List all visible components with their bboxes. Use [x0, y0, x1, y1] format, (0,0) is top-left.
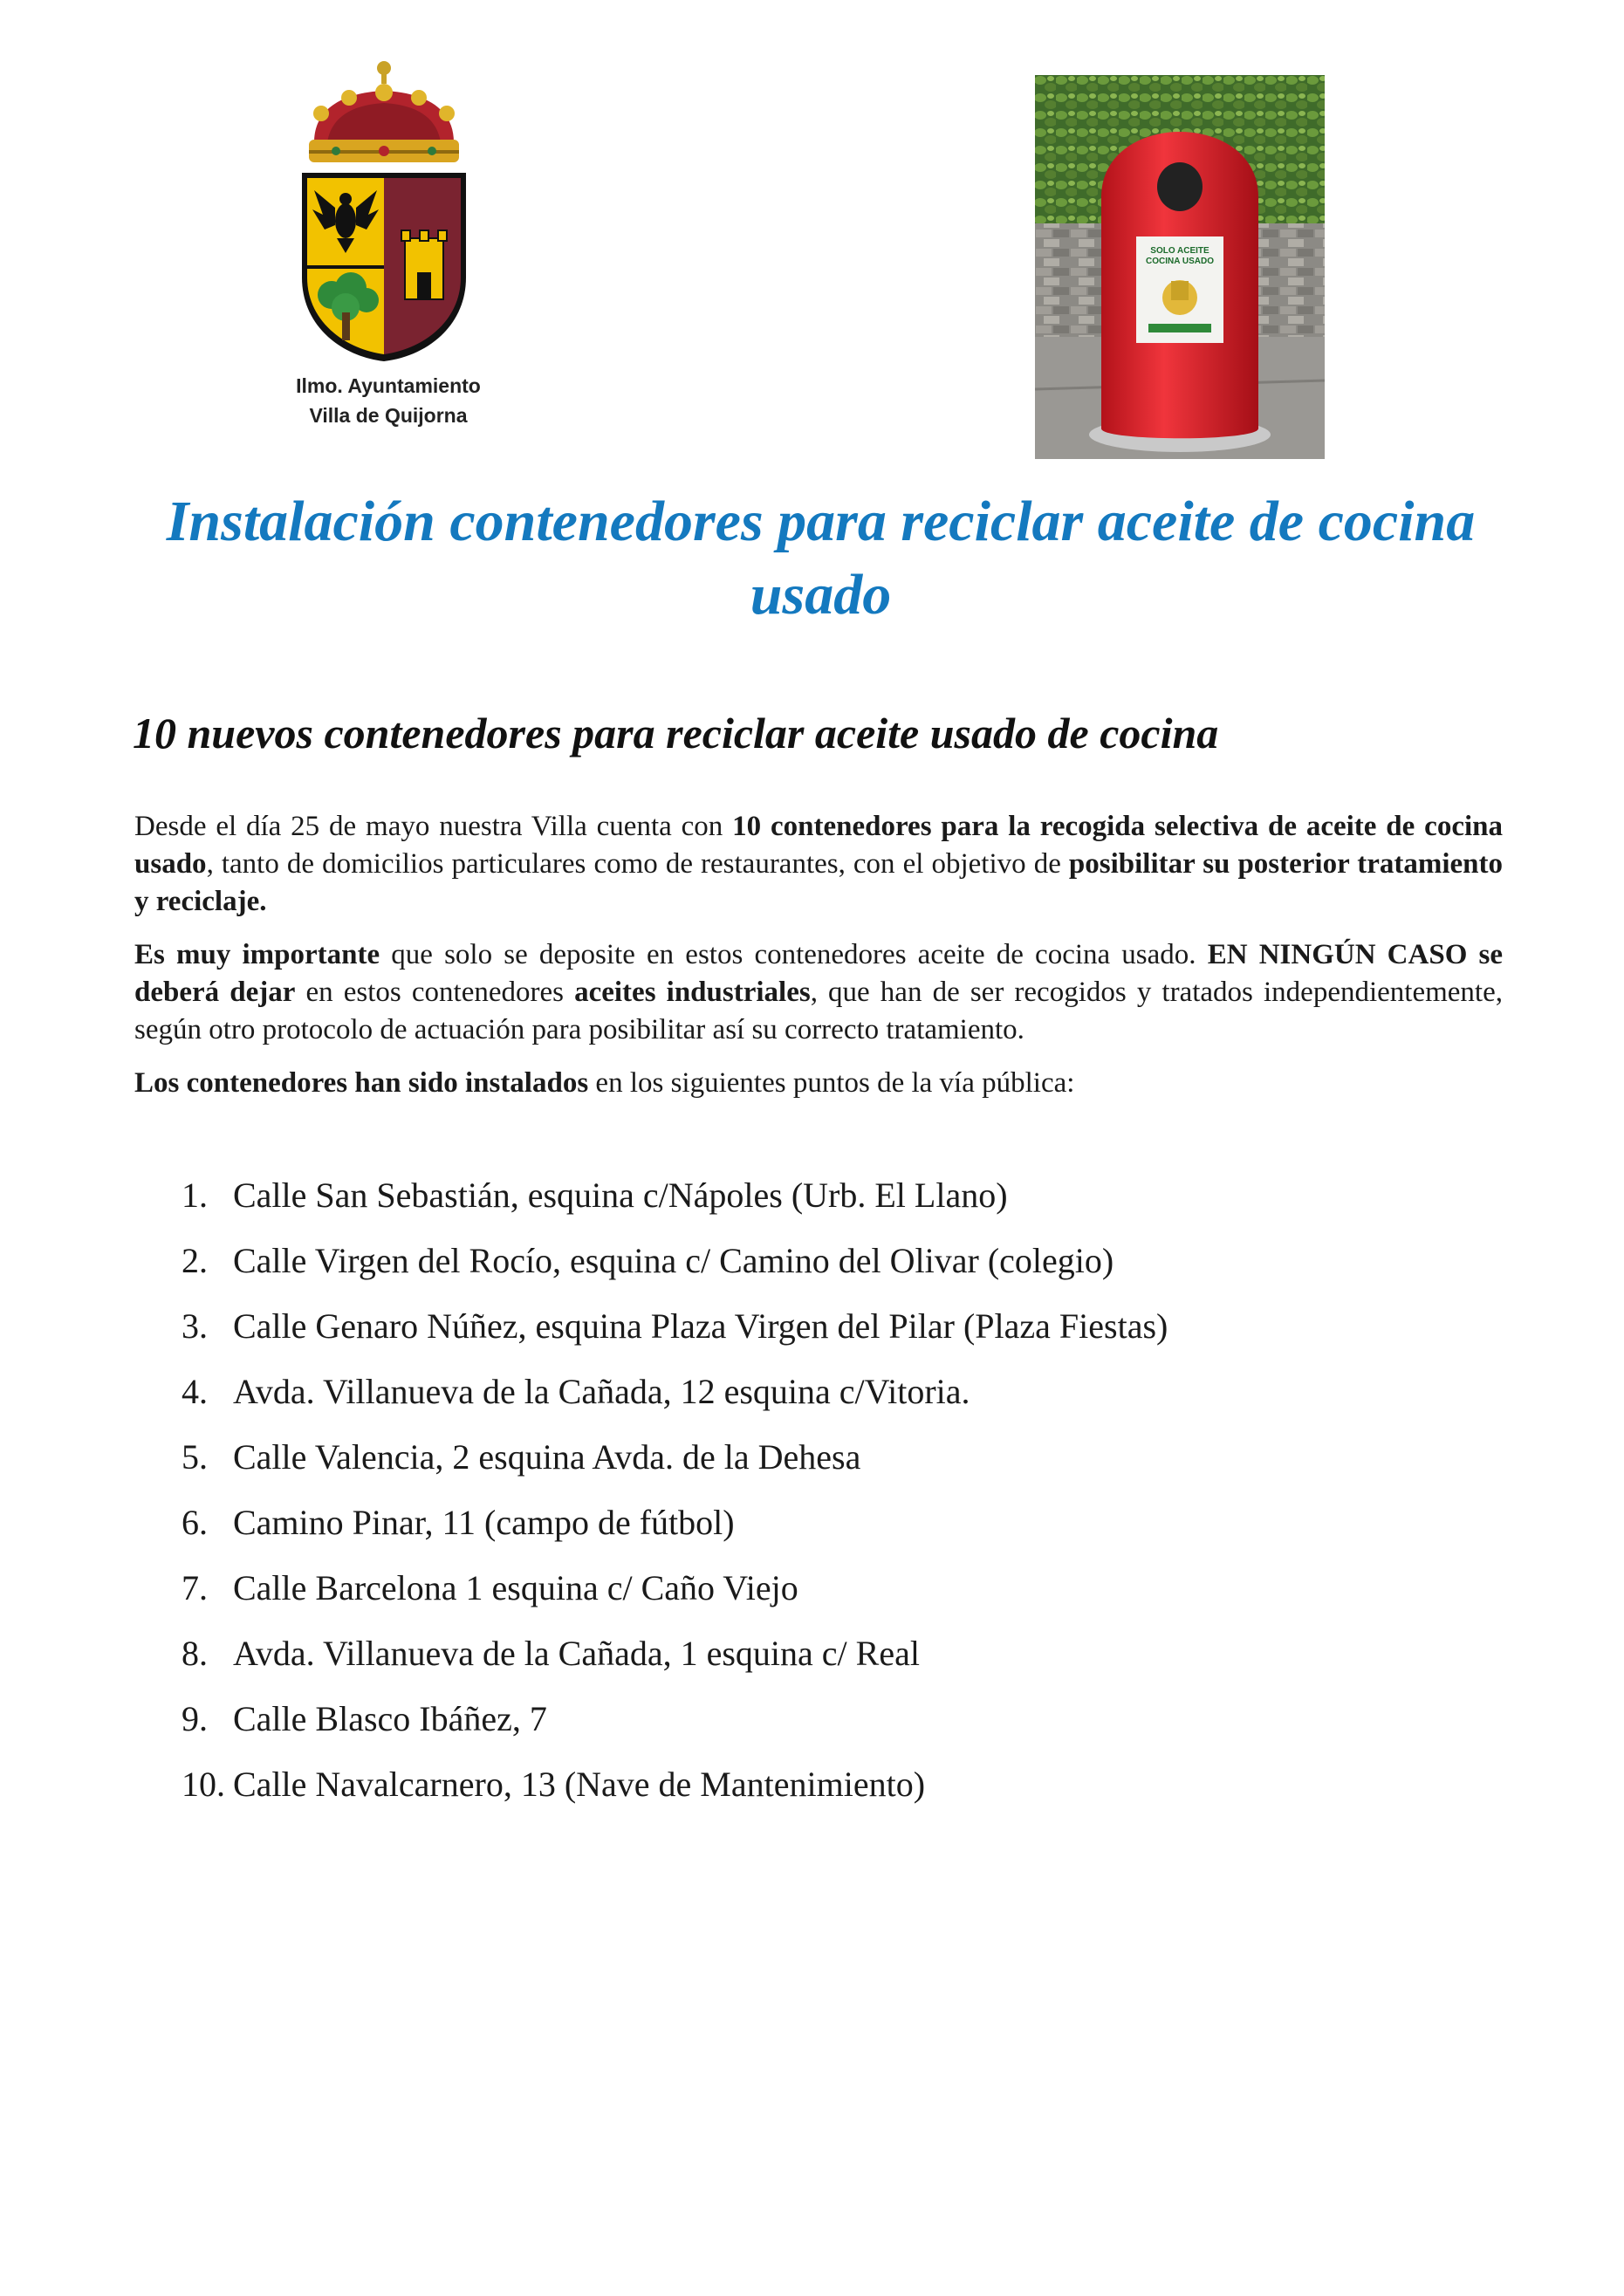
location-text: Avda. Villanueva de la Cañada, 1 esquina c/ Real — [233, 1634, 920, 1673]
list-item — [182, 1497, 1403, 1562]
location-text: Calle Valencia, 2 esquina Avda. de la Dehesa — [233, 1437, 861, 1477]
list-number: 6. — [182, 1503, 208, 1542]
list-item — [182, 1300, 1403, 1366]
location-text: Calle Barcelona 1 esquina c/ Caño Viejo — [233, 1568, 798, 1607]
list-number: 3. — [182, 1306, 208, 1346]
list-number: 2. — [182, 1241, 208, 1280]
list-number: 10. — [182, 1765, 225, 1804]
container-photo — [1035, 75, 1325, 459]
municipal-logo — [262, 59, 515, 443]
warning-paragraph: Es muy importante que solo se deposite en estos contenedores aceite de cocina usado. EN NINGÚN CASO se deberá dejar en estos contenedores aceites industriales, que han de ser recogidos y tratados independientemente, según otro protocolo de actuación para posibilitar así su correcto tratamiento. — [134, 939, 1504, 1045]
coat-of-arms-icon — [297, 59, 471, 365]
list-number: 8. — [182, 1634, 208, 1673]
location-text: Calle Blasco Ibáñez, 7 — [233, 1699, 547, 1738]
list-item — [182, 1562, 1403, 1628]
location-text: Calle San Sebastián, esquina c/Nápoles (Urb. El Llano) — [233, 1175, 1008, 1215]
location-text: Camino Pinar, 11 (campo de fútbol) — [233, 1503, 735, 1542]
list-item — [182, 1693, 1403, 1758]
locations-intro-paragraph: Los contenedores han sido instalados en los siguientes puntos de la vía pública: — [134, 1067, 1075, 1099]
location-text: Avda. Villanueva de la Cañada, 12 esquina c/Vitoria. — [233, 1372, 970, 1411]
location-text: Calle Navalcarnero, 13 (Nave de Mantenimiento) — [233, 1765, 926, 1804]
intro-paragraph: Desde el día 25 de mayo nuestra Villa cuenta con 10 contenedores para la recogida selectiva de aceite de cocina usado, tanto de domicilios particulares como de restaurantes, con el objetivo de posibilitar su posterior tratamiento y reciclaje. — [134, 811, 1503, 917]
org-name-line-2: Villa de Quijorna — [309, 404, 468, 427]
list-item — [182, 1235, 1403, 1300]
page-title: Instalación contenedores para reciclar aceite de cocina usado — [166, 490, 1476, 627]
list-item — [182, 1628, 1403, 1693]
list-item — [182, 1758, 1403, 1824]
svg-text:SOLO ACEITE: SOLO ACEITE — [1150, 246, 1209, 256]
list-number: 9. — [182, 1699, 208, 1738]
locations-list — [182, 1169, 1403, 1824]
list-item — [182, 1169, 1403, 1235]
shield-icon — [302, 173, 466, 361]
list-number: 7. — [182, 1568, 208, 1607]
list-number: 4. — [182, 1372, 208, 1411]
location-text: Calle Virgen del Rocío, esquina c/ Camino del Olivar (colegio) — [233, 1241, 1114, 1280]
list-number: 5. — [182, 1437, 208, 1477]
list-item — [182, 1366, 1403, 1431]
list-number: 1. — [182, 1175, 208, 1215]
list-item — [182, 1431, 1403, 1497]
svg-text:COCINA USADO: COCINA USADO — [1146, 257, 1214, 266]
org-name-line-1: Ilmo. Ayuntamiento — [296, 374, 481, 397]
location-text: Calle Genaro Núñez, esquina Plaza Virgen del Pilar (Plaza Fiestas) — [233, 1306, 1168, 1346]
crown-icon — [309, 61, 459, 162]
oil-container-icon — [1089, 132, 1271, 452]
section-heading: 10 nuevos contenedores para reciclar aceite usado de cocina — [133, 709, 1219, 757]
